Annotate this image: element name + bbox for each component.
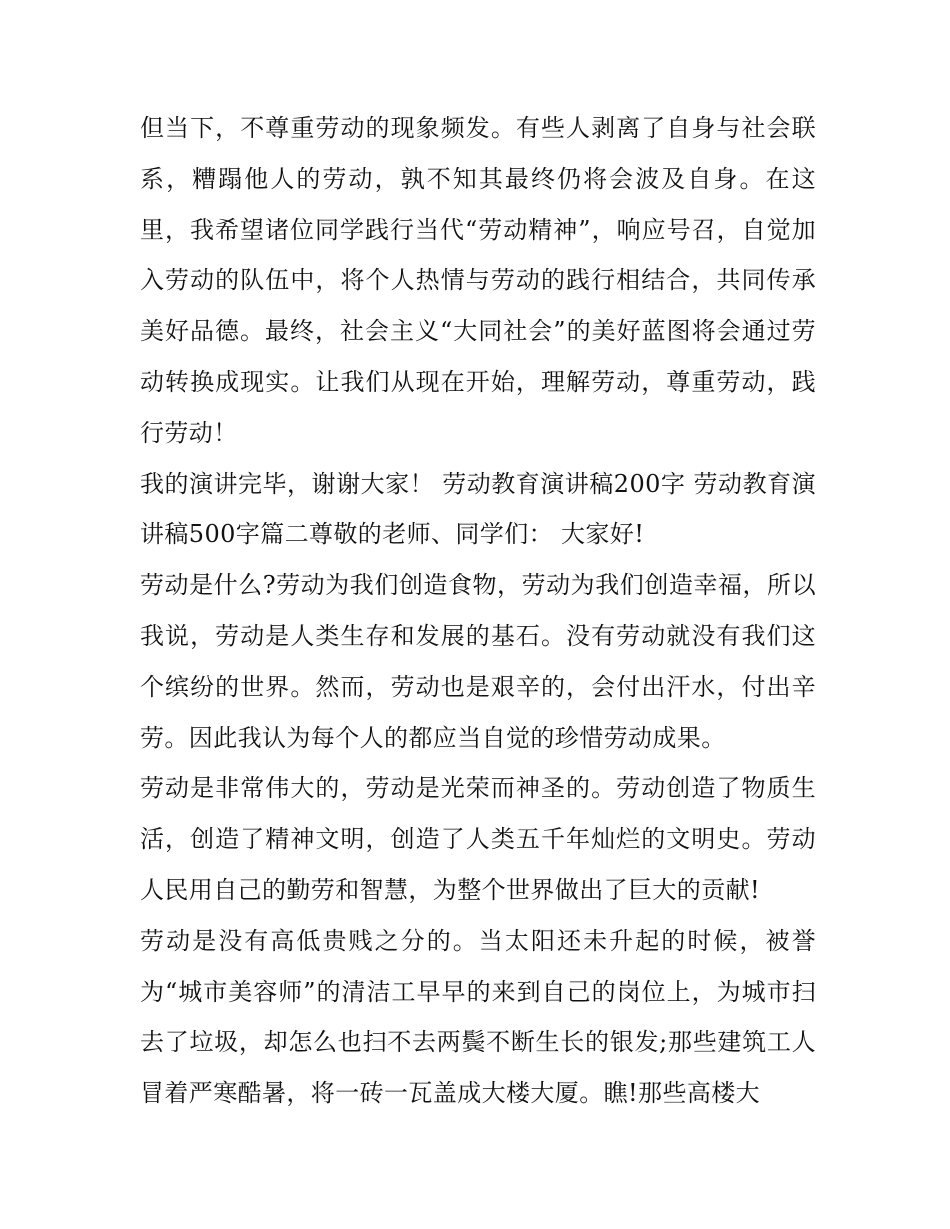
- paragraph-speech-end: 我的演讲完毕，谢谢大家！ 劳动教育演讲稿200字 劳动教育演讲稿500字篇二尊敬的老师、同学们： 大家好!: [140, 469, 816, 549]
- document-body: [140, 103, 816, 1119]
- paragraph-labor-equality: 劳动是没有高低贵贱之分的。当太阳还未升起的时候，被誉为“城市美容师”的清洁工早早的来到自己的岗位上，为城市扫去了垃圾，却怎么也扫不去两鬓不断生长的银发;那些建筑工人冒着严寒酷暑，将一砖一瓦盖成大楼大厦。瞧!那些高楼大: [140, 926, 816, 1108]
- paragraph-what-is-labor: 劳动是什么?劳动为我们创造食物，劳动为我们创造幸福，所以我说，劳动是人类生存和发展的基石。没有劳动就没有我们这个缤纷的世界。然而，劳动也是艰辛的，会付出汗水，付出辛劳。因此我认为每个人的都应当自觉的珍惜劳动成果。: [140, 571, 816, 752]
- paragraph-labor-is-great: 劳动是非常伟大的，劳动是光荣而神圣的。劳动创造了物质生活，创造了精神文明，创造了人类五千年灿烂的文明史。劳动人民用自己的勤劳和智慧，为整个世界做出了巨大的贡献!: [140, 774, 816, 904]
- paragraph-respect-labor: 但当下，不尊重劳动的现象频发。有些人剥离了自身与社会联系，糟蹋他人的劳动，孰不知其最终仍将会波及自身。在这里，我希望诸位同学践行当代“劳动精神”，响应号召，自觉加入劳动的队伍中，将个人热情与劳动的践行相结合，共同传承美好品德。最终，社会主义“大同社会”的美好蓝图将会通过劳动转换成现实。让我们从现在开始，理解劳动，尊重劳动，践行劳动！: [140, 114, 816, 447]
